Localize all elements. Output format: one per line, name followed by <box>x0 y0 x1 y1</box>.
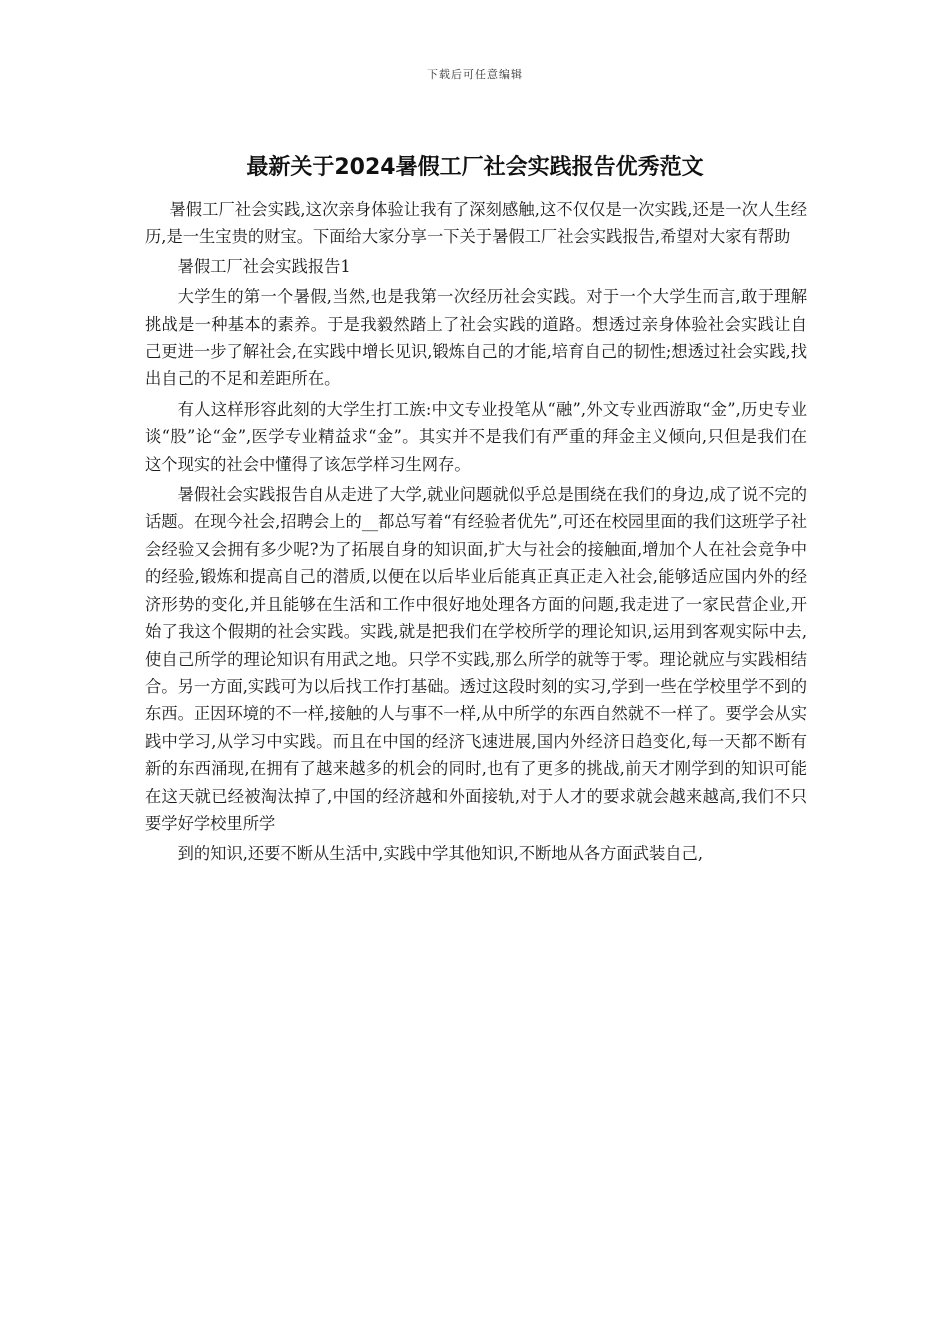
body-paragraph-3: 暑假社会实践报告自从走进了大学,就业问题就似乎总是围绕在我们的身边,成了说不完的话题。在现今社会,招聘会上的__都总写着“有经验者优先”,可还在校园里面的我们这班学子社会经验又会拥有多少呢?为了拓展自身的知识面,扩大与社会的接触面,增加个人在社会竞争中的经验,锻炼和提高自己的潜质,以便在以后毕业后能真正真正走入社会,能够适应国内外的经济形势的变化,并且能够在生活和工作中很好地处理各方面的问题,我走进了一家民营企业,开始了我这个假期的社会实践。实践,就是把我们在学校所学的理论知识,运用到客观实际中去,使自己所学的理论知识有用武之地。只学不实践,那么所学的就等于零。理论就应与实践相结合。另一方面,实践可为以后找工作打基础。透过这段时刻的实习,学到一些在学校里学不到的东西。正因环境的不一样,接触的人与事不一样,从中所学的东西自然就不一样了。要学会从实践中学习,从学习中实践。而且在中国的经济飞速进展,国内外经济日趋变化,每一天都不断有新的东西涌现,在拥有了越来越多的机会的同时,也有了更多的挑战,前天才刚学到的知识可能在这天就已经被淘汰掉了,中国的经济越和外面接轨,对于人才的要求就会越来越高,我们不只要学好学校里所学 <box>145 485 807 833</box>
document-body <box>145 196 807 868</box>
body-paragraph-1: 大学生的第一个暑假,当然,也是我第一次经历社会实践。对于一个大学生而言,敢于理解挑战是一种基本的素养。于是我毅然踏上了社会实践的道路。想透过亲身体验社会实践让自己更进一步了解社会,在实践中增长见识,锻炼自己的才能,培育自己的韧性;想透过社会实践,找出自己的不足和差距所在。 <box>145 287 807 389</box>
intro-paragraph: 暑假工厂社会实践,这次亲身体验让我有了深刻感触,这不仅仅是一次实践,还是一次人生经历,是一生宝贵的财宝。下面给大家分享一下关于暑假工厂社会实践报告,希望对大家有帮助 <box>145 200 807 247</box>
section-heading: 暑假工厂社会实践报告1 <box>177 256 351 276</box>
document-title: 最新关于2024暑假工厂社会实践报告优秀范文 <box>246 155 704 180</box>
body-paragraph-4: 到的知识,还要不断从生活中,实践中学其他知识,不断地从各方面武装自己, <box>177 844 704 864</box>
page-header-note: 下载后可任意编辑 <box>427 68 523 81</box>
body-paragraph-2: 有人这样形容此刻的大学生打工族:中文专业投笔从“融”,外文专业西游取“金”,历史专业谈“股”论“金”,医学专业精益求“金”。其实并不是我们有严重的拜金主义倾向,只但是我们在这个现实的社会中懂得了该怎学样习生网存。 <box>145 399 807 474</box>
